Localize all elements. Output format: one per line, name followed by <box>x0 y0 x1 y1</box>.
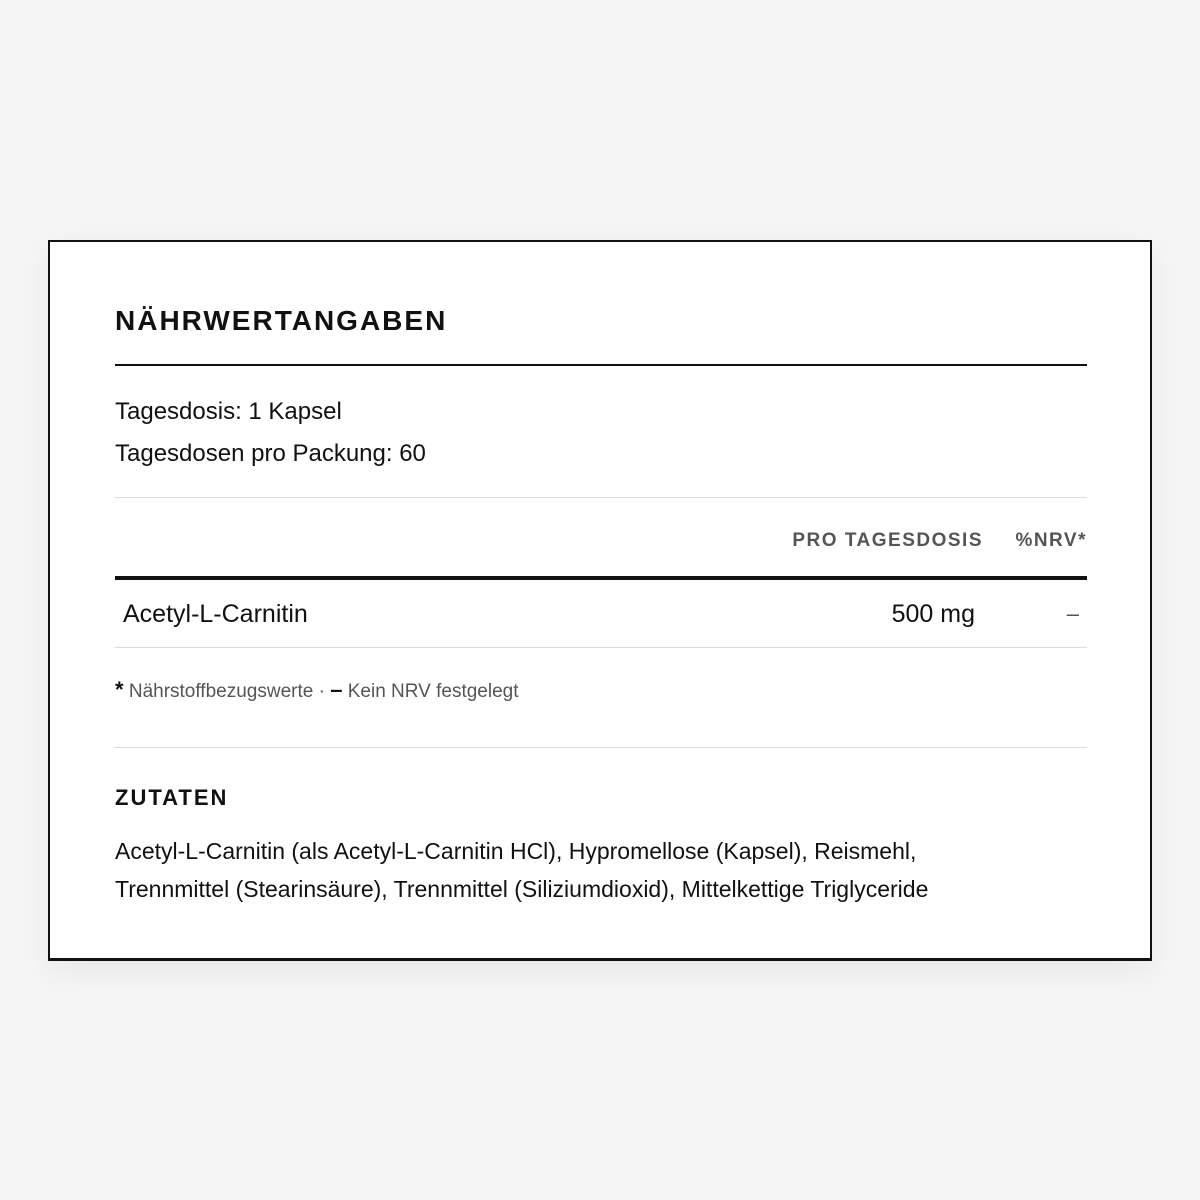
nutrient-nrv: – <box>1066 601 1079 626</box>
ingredients-title: ZUTATEN <box>115 785 229 810</box>
servings-per-pack: Tagesdosen pro Packung: 60 <box>115 440 426 467</box>
ingredients-line: Trennmittel (Stearinsäure), Trennmittel (Siliziumdioxid), Mittelkettige Triglyceride <box>115 876 929 902</box>
ingredients-divider <box>115 747 1087 748</box>
serving-divider <box>115 497 1087 498</box>
footnote-star-text: Nährstoffbezugswerte · <box>128 681 325 702</box>
footnote-star: * <box>115 677 124 702</box>
ingredients-line: Acetyl-L-Carnitin (als Acetyl-L-Carnitin HCl), Hypromellose (Kapsel), Reismehl, <box>115 838 917 864</box>
footnote <box>115 678 518 704</box>
nutrition-label-content <box>115 242 1087 958</box>
nutrient-amount: 500 mg <box>891 600 975 628</box>
ingredients-text <box>115 832 1087 908</box>
column-header-nrv: %NRV* <box>1015 530 1087 551</box>
row-divider <box>115 647 1087 648</box>
footnote-dash-text: Kein NRV festgelegt <box>347 681 519 702</box>
column-header-dose: PRO TAGESDOSIS <box>792 530 983 551</box>
serving-size: Tagesdosis: 1 Kapsel <box>115 398 342 425</box>
footnote-dash: – <box>330 677 343 702</box>
table-header-divider <box>115 576 1087 580</box>
nutrition-label-card <box>48 240 1152 961</box>
title-divider <box>115 364 1087 366</box>
nutrient-name: Acetyl-L-Carnitin <box>123 600 308 628</box>
label-title: NÄHRWERTANGABEN <box>115 305 448 336</box>
